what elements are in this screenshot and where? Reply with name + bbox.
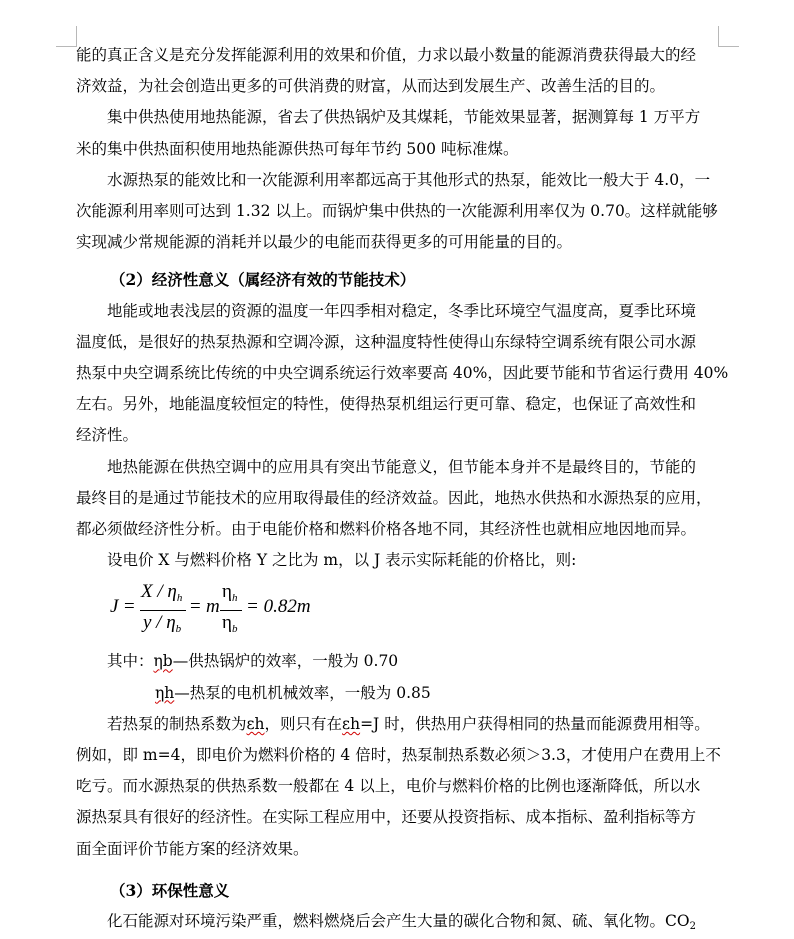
text-line: 米的集中供热面积使用地热能源供热可每年节约 500 吨标准煤。	[76, 139, 519, 158]
text-line: 济效益，为社会创造出更多的可供消费的财富，从而达到发展生产、改善生活的目的。	[76, 77, 666, 96]
definition-heat-pump-efficiency	[76, 678, 718, 709]
text-line: 热泵中央空调系统比传统的中央空调系统运行效率要高 40%，因此要节能和节省运行费用 40%	[76, 364, 729, 383]
text-line-fossil-energy	[76, 906, 718, 939]
text-segment: 若热泵的制热系数为	[107, 714, 247, 733]
formula-numerator-2-text: η	[222, 581, 232, 603]
fraction-bar-1	[140, 610, 186, 611]
text-line	[76, 709, 718, 740]
text-line: 地热能源在供热空调中的应用具有突出节能意义，但节能本身并不是最终目的，节能的	[107, 457, 697, 476]
formula-denominator-2-sub: b	[231, 623, 238, 636]
formula-denominator-2	[222, 612, 237, 634]
formula-m: m	[206, 596, 220, 618]
section-heading-economic: （2）经济性意义（属经济有效的节能技术）	[110, 270, 416, 290]
formula-equals: =	[124, 596, 135, 618]
formula-denominator-1-text: y / η	[143, 612, 176, 634]
text-line: 面全面评价节能方案的经济效果。	[76, 839, 309, 858]
text-line: 水源热泵的能效比和一次能源利用率都远高于其他形式的热泵，能效比一般大于 4.0，一	[107, 170, 711, 189]
document-page	[76, 40, 729, 939]
symbol-epsilon-h: εh	[342, 714, 361, 733]
page-corner-mark-top-right	[718, 26, 739, 47]
symbol-epsilon-h: εh	[246, 714, 265, 733]
text-line: 次能源利用率则可达到 1.32 以上。而锅炉集中供热的一次能源利用率仅为 0.70。这样就能够	[76, 202, 718, 221]
price-ratio-formula	[76, 578, 718, 640]
formula-rhs: = 0.82m	[246, 596, 311, 618]
text-line: 例如，即 m=4，即电价为燃料价格的 4 倍时，热泵制热系数必须＞3.3，才使用户在费用上不	[76, 746, 721, 765]
formula-numerator-2	[222, 581, 237, 603]
text-line: 源热泵具有很好的经济性。在实际工程应用中，还要从投资指标、成本指标、盈利指标等方	[76, 808, 697, 827]
definition-prefix: 其中：	[107, 652, 154, 671]
formula-equals-2: =	[190, 596, 201, 618]
text-line: 左右。另外，地能温度较恒定的特性，使得热泵机组运行更可靠、稳定，也保证了高效性和	[76, 395, 697, 414]
formula-lhs: J	[110, 596, 119, 618]
paragraph-central-heating	[76, 102, 718, 164]
fraction-bar-2	[220, 610, 242, 611]
text-segment: 化石能源对环境污染严重，燃料燃烧后会产生大量的碳化合物和氮、硫、氧化物。CO	[107, 912, 690, 931]
definition-text: —供热锅炉的效率，一般为 0.70	[172, 652, 399, 671]
formula-denominator-2-text: η	[222, 612, 232, 634]
definition-boiler-efficiency	[76, 646, 718, 677]
paragraph-economic-analysis	[76, 452, 718, 546]
text-line: 都必须做经济性分析。由于电能价格和燃料价格各地不同，其经济性也就相应地因地而异。	[76, 520, 697, 539]
text-segment: ，则只有在	[264, 714, 343, 733]
paragraph-ground-temperature	[76, 296, 729, 452]
symbol-eta-b: ηb	[153, 652, 173, 671]
paragraph-energy-meaning	[76, 40, 718, 102]
text-line: 经济性。	[76, 426, 139, 445]
paragraph-water-source-heat-pump	[76, 165, 718, 259]
text-line-price-ratio: 设电价 X 与燃料价格 Y 之比为 m，以 J 表示实际耗能的价格比，则:	[107, 551, 577, 570]
text-line: 能的真正含义是充分发挥能源利用的效果和价值，力求以最小数量的能源消费获得最大的经	[76, 46, 697, 64]
formula-numerator-1	[141, 581, 182, 603]
text-line: 集中供热使用地热能源，省去了供热锅炉及其煤耗，节能效果显著，据测算每 1 万平方	[107, 108, 701, 127]
formula-denominator-1-sub: b	[175, 623, 182, 636]
section-heading-environmental: （3）环保性意义	[110, 880, 230, 900]
symbol-eta-h: ηh	[155, 683, 175, 702]
co2-subscript: 2	[689, 921, 696, 933]
definition-text: —热泵的电机机械效率，一般为 0.85	[174, 683, 431, 702]
formula-numerator-1-text: X / η	[141, 581, 177, 603]
formula-numerator-1-sub: h	[176, 592, 183, 605]
text-line: 实现减少常规能源的消耗并以最少的电能而获得更多的可用能量的目的。	[76, 233, 573, 252]
paragraph-heating-coefficient	[76, 709, 721, 865]
formula-numerator-2-sub: h	[231, 592, 238, 605]
text-line: 地能或地表浅层的资源的温度一年四季相对稳定，冬季比环境空气温度高，夏季比环境	[107, 301, 697, 320]
text-line: 最终目的是通过节能技术的应用取得最佳的经济效益。因此，地热水供热和水源热泵的应用，	[76, 488, 712, 507]
text-segment: =J 时，供热用户获得相同的热量而能源费用相等。	[360, 714, 710, 733]
formula-denominator-1	[143, 612, 181, 634]
text-line: 温度低，是很好的热泵热源和空调冷源，这种温度特性使得山东绿特空调系统有限公司水源	[76, 332, 697, 351]
text-line: 吃亏。而水源热泵的供热系数一般都在 4 以上，电价与燃料价格的比例也逐渐降低，所以水	[76, 777, 701, 796]
page-corner-mark-top-left	[56, 26, 77, 47]
